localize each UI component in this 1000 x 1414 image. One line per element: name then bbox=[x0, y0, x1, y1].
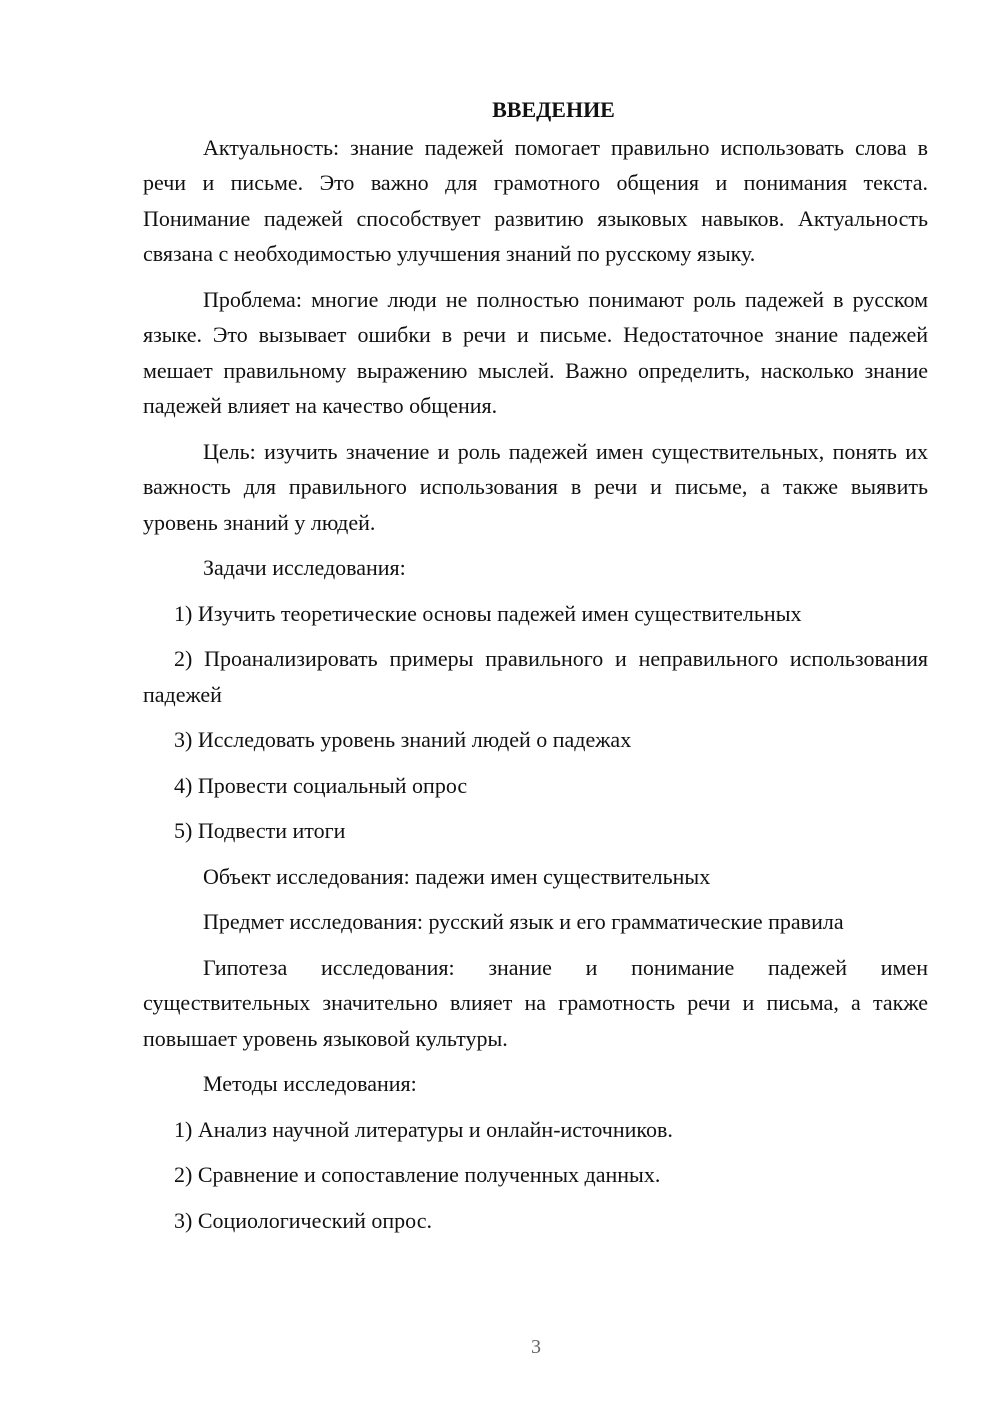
task-item-1: 1) Изучить теоретические основы падежей имен существительных bbox=[174, 600, 802, 626]
methods-heading: Методы исследования: bbox=[203, 1071, 417, 1096]
subject-paragraph: Предмет исследования: русский язык и его грамматические правила bbox=[203, 909, 844, 934]
goal-paragraph: Цель: изучить значение и роль падежей имен существительных, понять их важность для правильного использования в речи и письме, а также выявить уровень знаний у людей. bbox=[143, 438, 928, 535]
document-body bbox=[143, 92, 928, 1248]
object-paragraph: Объект исследования: падежи имен существительных bbox=[203, 863, 711, 889]
hypothesis-paragraph: Гипотеза исследования: знание и понимание падежей имен существительных значительно влияет на грамотность речи и письма, а также повышает уровень языковой культуры. bbox=[143, 954, 928, 1051]
task-item-5: 5) Подвести итоги bbox=[174, 818, 346, 843]
task-item-2: 2) Проанализировать примеры правильного и неправильного использования падежей bbox=[143, 646, 928, 707]
relevance-paragraph: Актуальность: знание падежей помогает правильно использовать слова в речи и письме. Это важно для грамотного общения и понимания текста. Понимание падежей способствует развитию языковых навыков. Актуальность связана с необходимостью улучшения знаний по русскому языку. bbox=[143, 134, 928, 266]
method-item-1: 1) Анализ научной литературы и онлайн-источников. bbox=[174, 1116, 673, 1142]
task-item-3: 3) Исследовать уровень знаний людей о падежах bbox=[174, 727, 632, 752]
page-number: 3 bbox=[531, 1336, 541, 1358]
method-item-2: 2) Сравнение и сопоставление полученных данных. bbox=[174, 1162, 661, 1187]
task-item-4: 4) Провести социальный опрос bbox=[174, 772, 468, 798]
problem-paragraph: Проблема: многие люди не полностью понимают роль падежей в русском языке. Это вызывает ошибки в речи и письме. Недостаточное знание падежей мешает правильному выражению мыслей. Важно определить, насколько знание падежей влияет на качество общения. bbox=[143, 286, 928, 418]
method-item-3: 3) Социологический опрос. bbox=[174, 1207, 432, 1233]
section-title: ВВЕДЕНИЕ bbox=[492, 97, 615, 122]
tasks-heading: Задачи исследования: bbox=[203, 555, 406, 580]
